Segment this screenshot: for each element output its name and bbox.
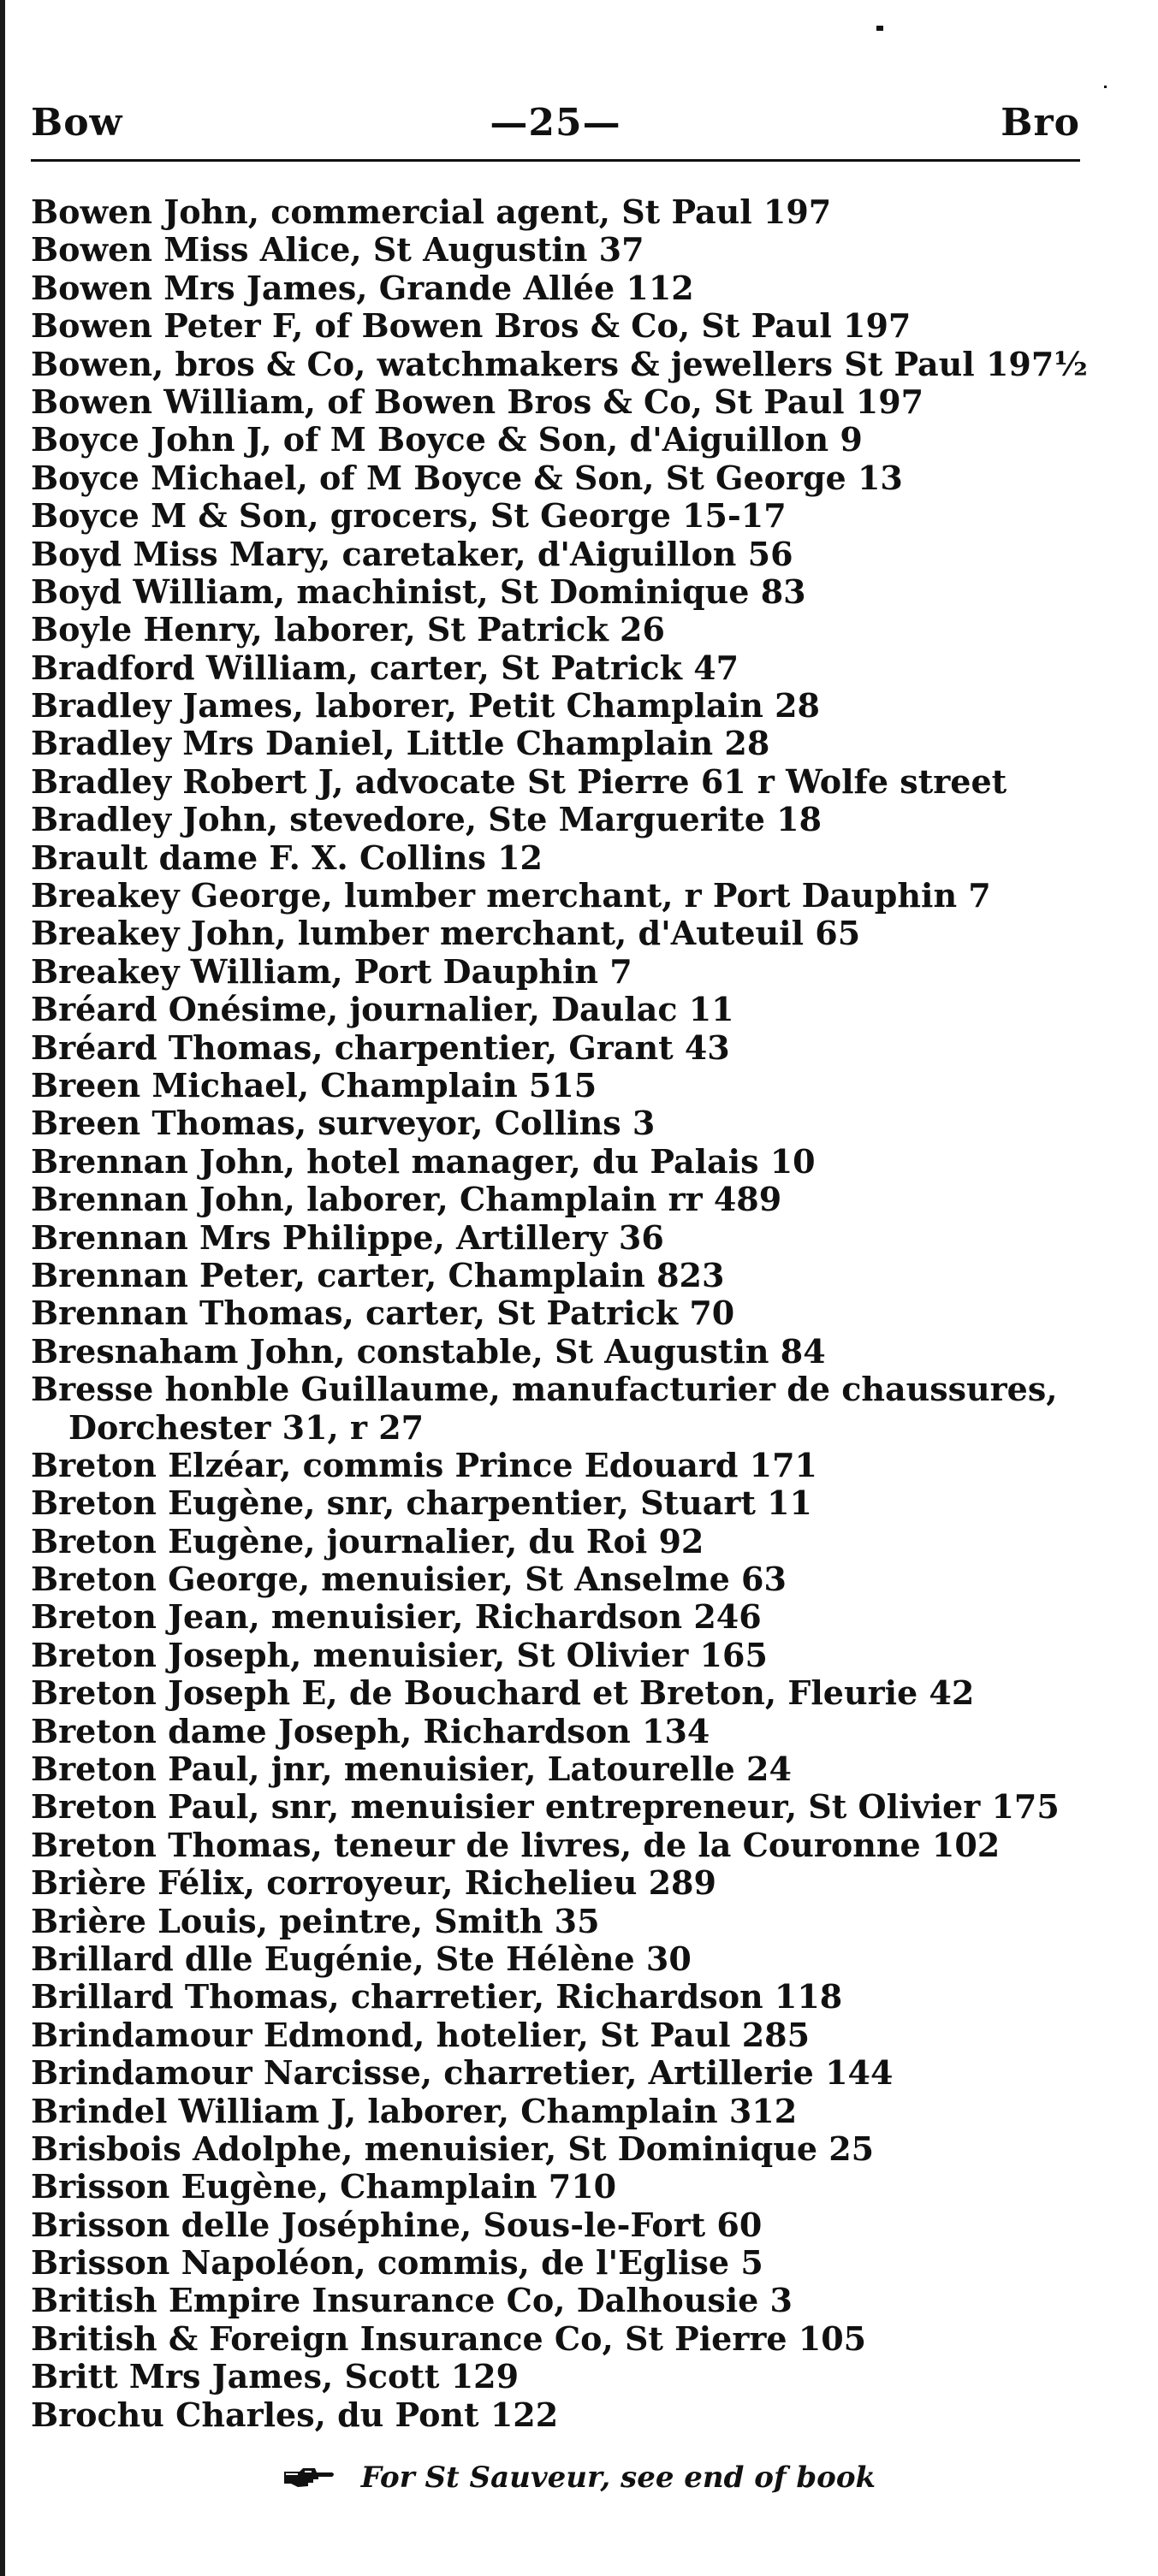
directory-entry: Brillard dlle Eugénie, Ste Hélène 30 [31,1939,692,1978]
directory-entry: Bowen John, commercial agent, St Paul 197 [31,192,832,231]
directory-entry-continuation: Dorchester 31, r 27 [68,1407,425,1447]
directory-entries [31,193,1135,2434]
directory-entry: Brisson Napoléon, commis, de l'Eglise 5 [31,2243,763,2283]
directory-entry: Breakey William, Port Dauphin 7 [31,951,632,991]
directory-entry: Bradley Mrs Daniel, Little Champlain 28 [31,724,770,763]
directory-entry: Boyce M & Son, grocers, St George 15-17 [31,496,787,536]
directory-entry: Boyce John J, of M Boyce & Son, d'Aiguillon 9 [31,420,863,459]
directory-entry: Brisson delle Joséphine, Sous-le-Fort 60 [31,2205,763,2244]
directory-entry: Brindel William J, laborer, Champlain 312 [31,2091,798,2130]
pointing-hand-icon [282,2465,336,2490]
footer-note [0,2461,1158,2503]
directory-entry: Bowen, bros & Co, watchmakers & jewellers St Paul 197½ [31,344,1088,383]
directory-entry: Boyd Miss Mary, caretaker, d'Aiguillon 56 [31,534,793,573]
directory-entry: Breton dame Joseph, Richardson 134 [31,1711,710,1750]
directory-entry: Breen Michael, Champlain 515 [31,1065,597,1104]
directory-entry: Brault dame F. X. Collins 12 [31,838,543,877]
directory-entry: Boyd William, machinist, St Dominique 83 [31,571,806,611]
page-binding-edge [0,0,5,2576]
directory-entry: Breton George, menuisier, St Anselme 63 [31,1560,787,1599]
page-header [31,92,1080,152]
directory-entry: Boyle Henry, laborer, St Patrick 26 [31,610,665,649]
directory-entry: Bowen Miss Alice, St Augustin 37 [31,230,644,269]
page-number: —25— [490,101,621,145]
directory-entry: Breton Joseph, menuisier, St Olivier 165 [31,1635,768,1674]
header-right-guide-word: Bro [1001,101,1080,145]
ink-speck [1104,86,1107,88]
directory-entry: Brennan Thomas, carter, St Patrick 70 [31,1294,735,1333]
directory-entry: Bowen Mrs James, Grande Allée 112 [31,268,694,307]
directory-entry: Brennan John, laborer, Champlain rr 489 [31,1180,782,1219]
directory-entry: Britt Mrs James, Scott 129 [31,2357,520,2396]
header-left-guide-word: Bow [31,101,123,145]
directory-entry: Breton Elzéar, commis Prince Edouard 171 [31,1445,817,1484]
directory-entry: Bradley John, stevedore, Ste Marguerite 18 [31,800,822,839]
directory-entry: Breton Thomas, teneur de livres, de la Couronne 102 [31,1825,1001,1864]
ink-speck [876,26,883,31]
directory-entry: Brière Louis, peintre, Smith 35 [31,1901,600,1940]
directory-entry: Bradley Robert J, advocate St Pierre 61 r Wolfe street [31,761,1007,801]
directory-entry: Bresse honble Guillaume, manufacturier de chaussures, [31,1370,1058,1409]
directory-entry: Breton Joseph E, de Bouchard et Breton, Fleurie 42 [31,1673,975,1713]
footer-text: For St Sauveur, see end of book [360,2461,876,2495]
directory-entry: Brière Félix, corroyeur, Richelieu 289 [31,1863,716,1903]
directory-entry: Bowen William, of Bowen Bros & Co, St Paul 197 [31,382,924,421]
directory-entry: Breen Thomas, surveyor, Collins 3 [31,1104,656,1143]
directory-entry: Brisbois Adolphe, menuisier, St Dominique 25 [31,2129,875,2168]
directory-entry: Brisson Eugène, Champlain 710 [31,2167,617,2206]
directory-entry: Bréard Onésime, journalier, Daulac 11 [31,990,734,1029]
header-rule [31,159,1080,162]
directory-entry: Bradley James, laborer, Petit Champlain 28 [31,686,820,725]
directory-entry: Breton Paul, snr, menuisier entrepreneur, St Olivier 175 [31,1787,1060,1827]
directory-entry: Bréard Thomas, charpentier, Grant 43 [31,1027,730,1067]
directory-entry: Bradford William, carter, St Patrick 47 [31,648,739,687]
directory-entry: Bresnaham John, constable, St Augustin 84 [31,1331,826,1371]
directory-entry: Breakey John, lumber merchant, d'Auteuil 65 [31,914,861,953]
directory-entry: Breton Paul, jnr, menuisier, Latourelle 24 [31,1750,792,1789]
directory-entry: Breton Jean, menuisier, Richardson 246 [31,1597,762,1637]
directory-entry: Breton Eugène, journalier, du Roi 92 [31,1521,704,1560]
directory-entry: Boyce Michael, of M Boyce & Son, St George 13 [31,458,903,497]
directory-entry: Brennan Mrs Philippe, Artillery 36 [31,1217,664,1257]
directory-entry: Brindamour Narcisse, charretier, Artillerie 144 [31,2053,894,2093]
directory-entry: Brennan Peter, carter, Champlain 823 [31,1255,725,1294]
directory-entry: British & Foreign Insurance Co, St Pierre 105 [31,2318,867,2358]
directory-entry: Breakey George, lumber merchant, r Port Dauphin 7 [31,876,991,915]
directory-entry: Brochu Charles, du Pont 122 [31,2395,559,2434]
directory-entry: Breton Eugène, snr, charpentier, Stuart 11 [31,1483,813,1523]
directory-entry: Bowen Peter F, of Bowen Bros & Co, St Paul 197 [31,306,912,346]
directory-entry: British Empire Insurance Co, Dalhousie 3 [31,2281,793,2320]
directory-entry: Brindamour Edmond, hotelier, St Paul 285 [31,2015,811,2054]
directory-entry: Brillard Thomas, charretier, Richardson 118 [31,1977,843,2016]
directory-entry: Brennan John, hotel manager, du Palais 10 [31,1141,816,1181]
